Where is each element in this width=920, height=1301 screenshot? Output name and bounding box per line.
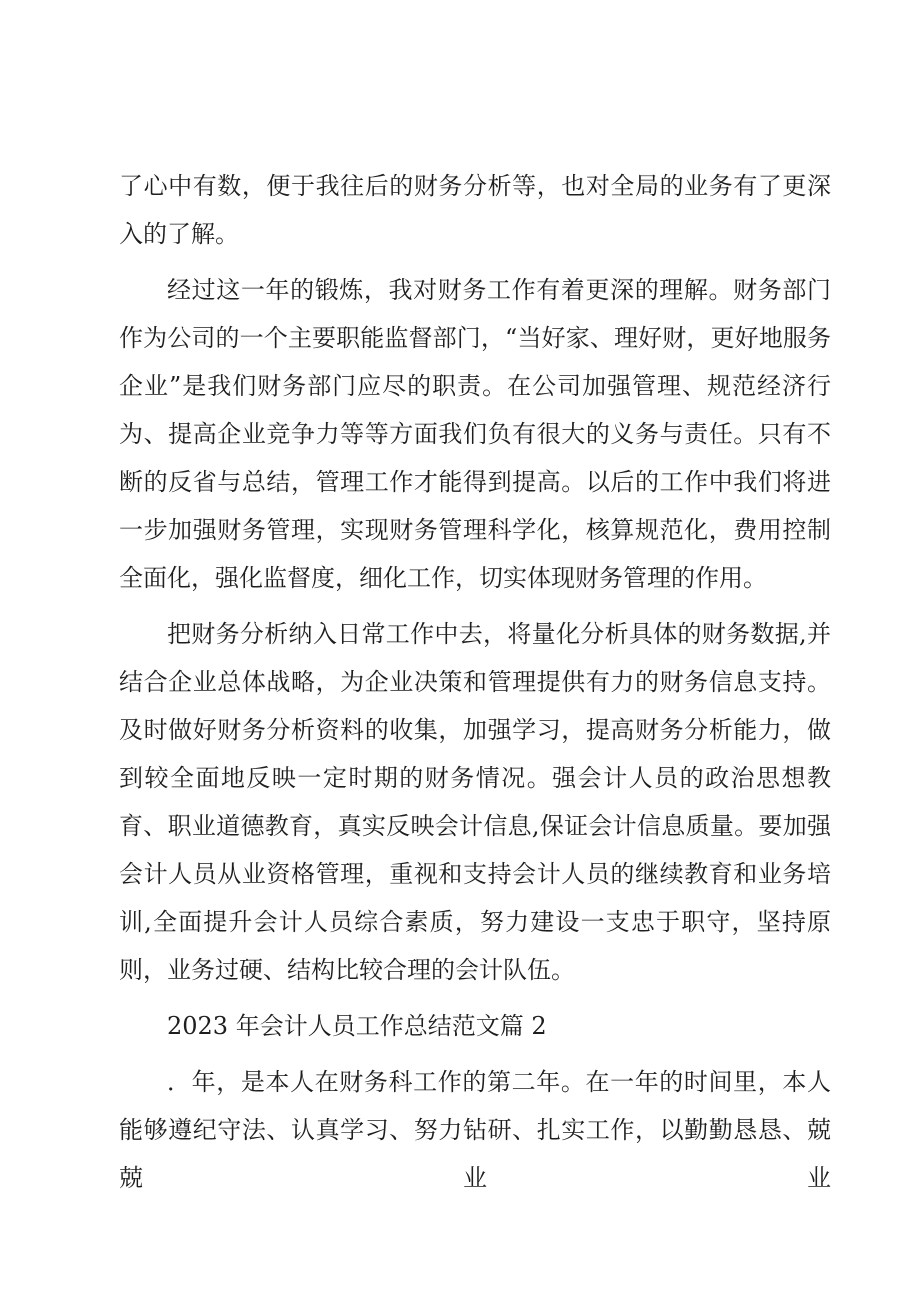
paragraph-financial-analysis: 把财务分析纳入日常工作中去，将量化分析具体的财务数据,并结合企业总体战略，为企业决策和管理提供有力的财务信息支持。及时做好财务分析资料的收集，加强学习，提高财务分析能力，做到较全面地反映一定时期的财务情况。强会计人员的政治思想教育、职业道德教育，真实反映会计信息,保证会计信息质量。要加强会计人员从业资格管理，重视和支持会计人员的继续教育和业务培训,全面提升会计人员综合素质，努力建设一支忠于职守，坚持原则，业务过硬、结构比较合理的会计队伍。 (119, 620, 831, 984)
section-heading: 2023 年会计人员工作总结范文篇 2 (167, 1012, 547, 1040)
document-body (119, 162, 831, 1202)
paragraph-second-year: ．年，是本人在财务科工作的第二年。在一年的时间里，本人能够遵纪守法、认真学习、努力钻研、扎实工作，以勤勤恳恳、兢兢业业 (119, 1068, 831, 1192)
paragraph-continuation: 了心中有数，便于我往后的财务分析等，也对全局的业务有了更深入的了解。 (119, 172, 831, 248)
paragraph-finance-understanding: 经过这一年的锻炼，我对财务工作有着更深的理解。财务部门作为公司的一个主要职能监督部门，“当好家、理好财，更好地服务企业”是我们财务部门应尽的职责。在公司加强管理、规范经济行为、提高企业竞争力等等方面我们负有很大的义务与责任。只有不断的反省与总结，管理工作才能得到提高。以后的工作中我们将进一步加强财务管理，实现财务管理科学化，核算规范化，费用控制全面化，强化监督度，细化工作，切实体现财务管理的作用。 (119, 276, 831, 592)
